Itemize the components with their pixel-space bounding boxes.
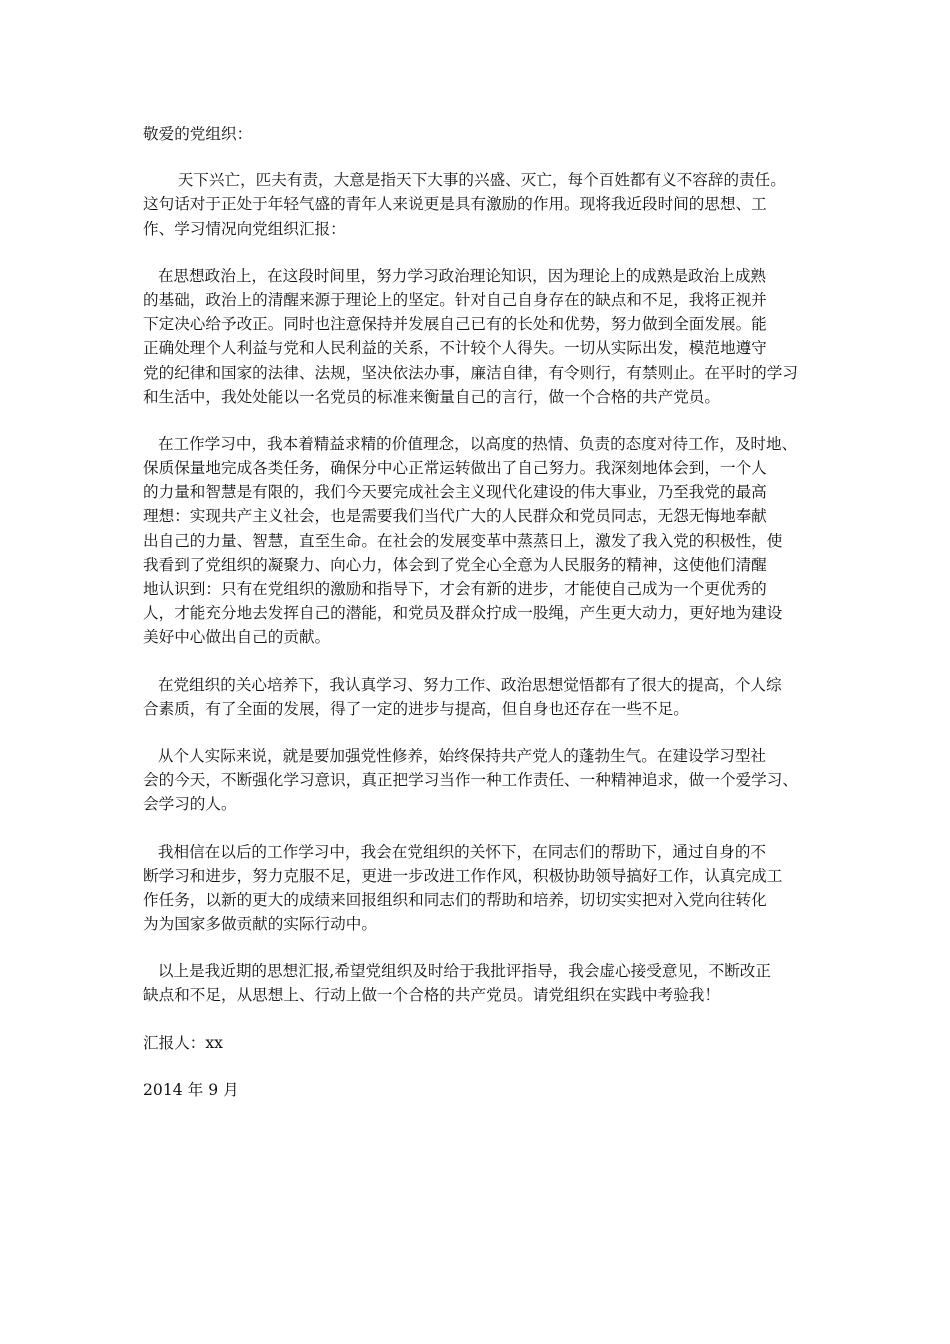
paragraph-line: 这句话对于正处于年轻气盛的青年人来说更是具有激励的作用。现将我近段时间的思想、工 <box>143 195 767 214</box>
paragraph-line: 出自己的力量、智慧，直至生命。在社会的发展变革中蒸蒸日上，激发了我入党的积极性，使 <box>143 531 783 550</box>
paragraph-line: 下定决心给予改正。同时也注意保持并发展自己已有的长处和优势，努力做到全面发展。能 <box>143 315 767 334</box>
paragraph-line: 在思想政治上，在这段时间里，努力学习政治理论知识，因为理论上的成熟是政治上成熟 <box>143 266 767 285</box>
paragraph-line: 从个人实际来说，就是要加强党性修养，始终保持共产党人的蓬勃生气。在建设学习型社 <box>143 746 767 765</box>
paragraph-line: 合素质，有了全面的发展，得了一定的进步与提高，但自身也还存在一些不足。 <box>143 699 689 718</box>
paragraph-line: 在工作学习中，我本着精益求精的价值理念，以高度的热情、负责的态度对待工作，及时地、 <box>143 434 798 453</box>
paragraph-line: 断学习和进步，努力克服不足，更进一步改进工作作风，积极协助领导搞好工作，认真完成工 <box>143 866 783 885</box>
paragraph-line: 以上是我近期的思想汇报,希望党组织及时给于我批评指导，我会虚心接受意见，不断改正 <box>143 962 771 981</box>
paragraph-line: 的力量和智慧是有限的，我们今天要完成社会主义现代化建设的伟大事业，乃至我党的最高 <box>143 483 767 502</box>
paragraph-work-study <box>143 432 813 650</box>
paragraph-conclusion <box>143 959 813 1007</box>
paragraph-line: 正确处理个人利益与党和人民利益的关系，不计较个人得失。一切从实际出发，模范地遵守 <box>143 339 767 358</box>
paragraph-line: 美好中心做出自己的贡献。 <box>143 628 331 647</box>
paragraph-line: 会的今天，不断强化学习意识，真正把学习当作一种工作责任、一种精神追求，做一个爱学习、 <box>143 771 798 790</box>
paragraph-future <box>143 840 813 937</box>
paragraph-intro <box>143 168 813 241</box>
paragraph-line: 人，才能充分地去发挥自己的潜能，和党员及群众拧成一股绳，产生更大动力，更好地为建设 <box>143 604 783 623</box>
paragraph-line: 作、学习情况向党组织汇报： <box>143 219 346 238</box>
paragraph-line: 为为国家多做贡献的实际行动中。 <box>143 915 377 934</box>
paragraph-line: 地认识到：只有在党组织的激励和指导下，才会有新的进步，才能使自己成为一个更优秀的 <box>143 580 767 598</box>
paragraph-line: 我相信在以后的工作学习中，我会在党组织的关怀下，在同志们的帮助下，通过自身的不 <box>143 842 767 861</box>
paragraph-line: 会学习的人。 <box>143 795 237 814</box>
report-date: 2014 年 9 月 <box>143 1080 239 1099</box>
paragraph-line: 在党组织的关心培养下，我认真学习、努力工作、政治思想觉悟都有了很大的提高，个人综 <box>143 675 782 694</box>
date-block <box>143 1078 813 1102</box>
paragraph-line: 缺点和不足，从思想上、行动上做一个合格的共产党员。请党组织在实践中考验我！ <box>143 986 720 1005</box>
reporter-block <box>143 1031 813 1055</box>
salutation <box>143 122 813 146</box>
paragraph-self-improvement <box>143 744 813 817</box>
paragraph-line: 和生活中，我处处能以一名党员的标准来衡量自己的言行，做一个合格的共产党员。 <box>143 387 720 406</box>
paragraph-line: 理想：实现共产主义社会，也是需要我们当代广大的人民群众和党员同志，无怨无悔地奉献 <box>143 507 767 526</box>
reporter-name: 汇报人：xx <box>143 1033 223 1052</box>
document-body <box>143 122 813 1125</box>
paragraph-ideology <box>143 264 813 409</box>
paragraph-line: 保质保量地完成各类任务，确保分中心正常运转做出了自己努力。我深刻地体会到，一个人 <box>143 459 767 478</box>
paragraph-growth <box>143 673 813 721</box>
paragraph-line: 作任务，以新的更大的成绩来回报组织和同志们的帮助和培养，切切实实把对入党向往转化 <box>143 890 767 909</box>
paragraph-line: 我看到了党组织的凝聚力、向心力，体会到了党全心全意为人民服务的精神，这使他们清醒 <box>143 555 767 574</box>
paragraph-line: 的基础，政治上的清醒来源于理论上的坚定。针对自己自身存在的缺点和不足，我将正视并 <box>143 290 767 309</box>
paragraph-line: 天下兴亡，匹夫有责，大意是指天下大事的兴盛、灭亡，每个百姓都有义不容辞的责任。 <box>143 171 786 190</box>
paragraph-line: 党的纪律和国家的法律、法规，坚决依法办事，廉洁自律，有令则行，有禁则止。在平时的学习 <box>143 363 798 382</box>
salutation-line: 敬爱的党组织： <box>143 125 253 143</box>
